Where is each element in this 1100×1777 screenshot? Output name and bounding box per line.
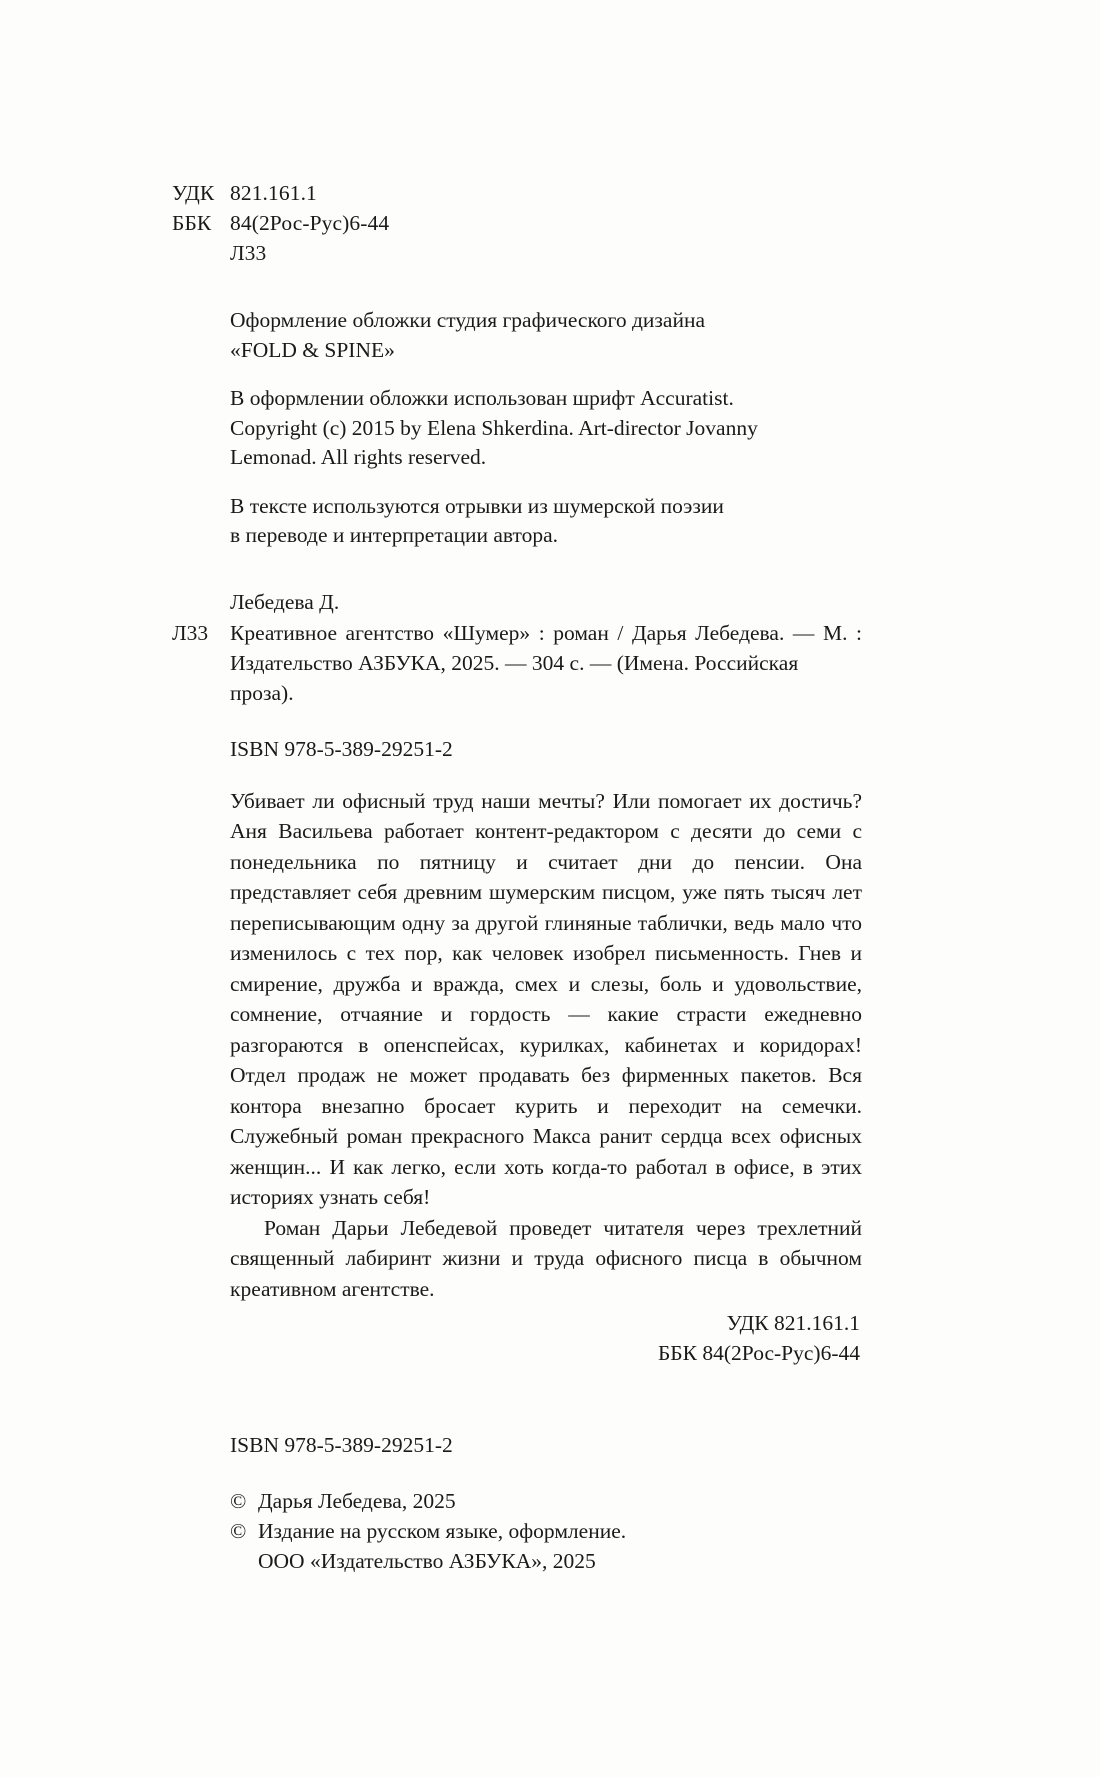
sumerian-poetry-note xyxy=(230,492,862,551)
font-copyright-line-3: Lemonad. All rights reserved. xyxy=(230,445,487,469)
sumerian-poetry-line-2: в переводе и интерпретации автора. xyxy=(230,523,559,547)
classification-codes xyxy=(172,178,862,268)
isbn-lower: ISBN 978-5-389-29251-2 xyxy=(230,1433,453,1457)
copyright-row-publisher xyxy=(230,1516,862,1576)
font-copyright-note xyxy=(230,384,862,473)
imprint-block xyxy=(230,1430,862,1576)
classification-codes-repeat xyxy=(172,1308,862,1368)
biblio-author: Лебедева Д. xyxy=(230,589,340,614)
notes-block xyxy=(230,306,862,551)
isbn-upper: ISBN 978-5-389-29251-2 xyxy=(230,736,453,761)
biblio-description-main: Креативное агентство «Шумер» : роман / Дарья Лебедева. — М. : Издательство АЗБУКА, 2025. — 304 с. — (Имена. Российская xyxy=(230,620,862,675)
biblio-description-row xyxy=(172,618,862,708)
copyright-icon: © xyxy=(230,1489,247,1513)
sigil-value: Л33 xyxy=(230,241,267,265)
udk-row xyxy=(172,178,862,208)
bbk-repeat: ББК 84(2Рос-Рус)6-44 xyxy=(657,1341,860,1365)
annotation-paragraph-1: Убивает ли офисный труд наши мечты? Или помогает их достичь? Аня Васильева работает контент-редактором с десяти до семи с понедельника по пятницу и считает дни до пенсии. Она представляет себя древним шумерским писцом, уже пять тысяч лет переписывающим одну за другой глиняные таблички, ведь мало что изменилось с тех пор, как человек изобрел письменность. Гнев и смирение, дружба и вражда, смех и слезы, боль и удовольствие, сомнение, отчаяние и гордость — какие страсти ежедневно разгораются в опенспейсах, курилках, кабинетах и коридорах! Отдел продаж не может продавать без фирменных пакетов. Вся контора внезапно бросает курить и переходит на семечки. Служебный роман прекрасного Макса ранит сердца всех офисных женщин... И как легко, если хоть когда-то работал в офисе, в этих историях узнать себя! xyxy=(230,788,862,1209)
copyright-publisher-line-1: Издание на русском языке, оформление. xyxy=(258,1519,627,1543)
bibliographic-record xyxy=(172,587,862,708)
bbk-row xyxy=(172,208,862,238)
annotation-block xyxy=(230,786,862,1305)
cover-design-note xyxy=(230,306,862,365)
biblio-sigil: Л33 xyxy=(172,620,209,645)
cover-design-line-1: Оформление обложки студия графического дизайна xyxy=(230,308,706,332)
copyright-row-author xyxy=(230,1486,862,1516)
udk-repeat: УДК 821.161.1 xyxy=(726,1311,860,1335)
font-copyright-line-1: В оформлении обложки использован шрифт Accuratist. xyxy=(230,386,734,410)
page-content xyxy=(172,178,862,1576)
copyright-publisher xyxy=(258,1516,862,1576)
sumerian-poetry-line-1: В тексте используются отрывки из шумерской поэзии xyxy=(230,493,724,518)
biblio-description xyxy=(230,618,862,708)
udk-label: УДК xyxy=(172,181,215,205)
annotation-paragraph-2: Роман Дарьи Лебедевой проведет читателя через трехлетний священный лабиринт жизни и труда офисного писца в обычном креативном агентстве. xyxy=(230,1215,862,1301)
cover-design-line-2: «FOLD & SPINE» xyxy=(230,337,395,362)
biblio-description-last: проза). xyxy=(230,680,294,705)
copyright-publisher-line-2: ООО «Издательство АЗБУКА», 2025 xyxy=(258,1549,596,1573)
sigil-row xyxy=(172,238,862,268)
copyright-author: Дарья Лебедева, 2025 xyxy=(258,1489,456,1513)
udk-value: 821.161.1 xyxy=(230,181,317,205)
bbk-value: 84(2Рос-Рус)6-44 xyxy=(230,211,390,235)
font-copyright-line-2: Copyright (c) 2015 by Elena Shkerdina. Art-director Jovanny xyxy=(230,415,758,440)
bbk-label: ББК xyxy=(172,211,212,235)
copyright-icon-2: © xyxy=(230,1519,247,1543)
